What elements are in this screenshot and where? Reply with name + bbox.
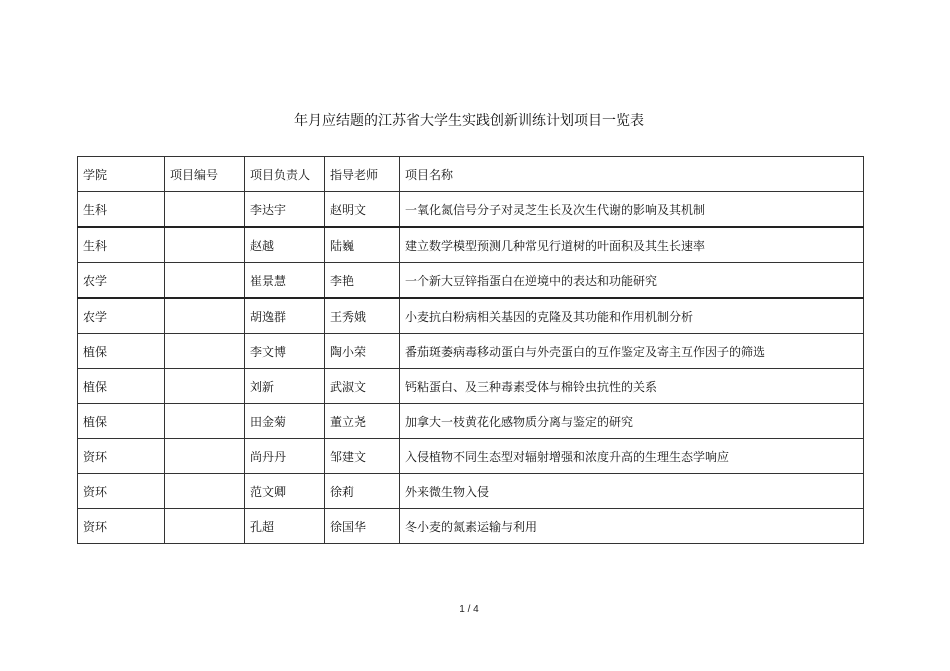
cell-project-id	[165, 298, 245, 334]
table-header-row	[78, 157, 864, 192]
cell-project-id	[165, 263, 245, 299]
table-row	[78, 509, 864, 544]
cell-college: 资环	[78, 439, 165, 474]
cell-project-name: 钙粘蛋白、及三种毒素受体与棉铃虫抗性的关系	[400, 369, 864, 404]
cell-project-id	[165, 509, 245, 544]
cell-college: 农学	[78, 298, 165, 334]
header-leader: 项目负责人	[245, 157, 325, 192]
cell-college: 农学	[78, 263, 165, 299]
cell-project-id	[165, 227, 245, 263]
cell-college: 资环	[78, 474, 165, 509]
header-advisor: 指导老师	[325, 157, 400, 192]
cell-project-name: 一个新大豆锌指蛋白在逆境中的表达和功能研究	[400, 263, 864, 299]
cell-leader: 刘新	[245, 369, 325, 404]
table-row	[78, 227, 864, 263]
cell-college: 植保	[78, 334, 165, 369]
cell-advisor: 王秀娥	[325, 298, 400, 334]
document-title: 年月应结题的江苏省大学生实践创新训练计划项目一览表	[294, 113, 644, 129]
cell-project-name: 小麦抗白粉病相关基因的克隆及其功能和作用机制分析	[400, 298, 864, 334]
cell-leader: 范文卿	[245, 474, 325, 509]
cell-advisor: 李艳	[325, 263, 400, 299]
header-project-name: 项目名称	[400, 157, 864, 192]
table-row	[78, 263, 864, 299]
cell-project-id	[165, 404, 245, 439]
cell-advisor: 陆巍	[325, 227, 400, 263]
table-row	[78, 334, 864, 369]
cell-advisor: 赵明文	[325, 192, 400, 228]
cell-college: 资环	[78, 509, 165, 544]
cell-project-id	[165, 439, 245, 474]
cell-college: 生科	[78, 192, 165, 228]
cell-advisor: 徐国华	[325, 509, 400, 544]
cell-leader: 胡逸群	[245, 298, 325, 334]
cell-college: 生科	[78, 227, 165, 263]
table-row	[78, 369, 864, 404]
cell-project-name: 番茄斑萎病毒移动蛋白与外壳蛋白的互作鉴定及寄主互作因子的筛选	[400, 334, 864, 369]
cell-leader: 孔超	[245, 509, 325, 544]
header-project-id: 项目编号	[165, 157, 245, 192]
cell-project-name: 入侵植物不同生态型对辐射增强和浓度升高的生理生态学响应	[400, 439, 864, 474]
cell-advisor: 陶小荣	[325, 334, 400, 369]
cell-leader: 田金菊	[245, 404, 325, 439]
table-row	[78, 439, 864, 474]
cell-leader: 崔景慧	[245, 263, 325, 299]
cell-project-name: 外来微生物入侵	[400, 474, 864, 509]
cell-advisor: 邹建文	[325, 439, 400, 474]
cell-college: 植保	[78, 404, 165, 439]
cell-project-id	[165, 334, 245, 369]
cell-leader: 李达宇	[245, 192, 325, 228]
table-row	[78, 298, 864, 334]
cell-advisor: 徐莉	[325, 474, 400, 509]
cell-leader: 赵越	[245, 227, 325, 263]
header-college: 学院	[78, 157, 165, 192]
cell-project-id	[165, 369, 245, 404]
cell-leader: 尚丹丹	[245, 439, 325, 474]
cell-advisor: 董立尧	[325, 404, 400, 439]
cell-project-id	[165, 474, 245, 509]
cell-project-name: 加拿大一枝黄花化感物质分离与鉴定的研究	[400, 404, 864, 439]
table-row	[78, 474, 864, 509]
table-row	[78, 404, 864, 439]
cell-leader: 李文博	[245, 334, 325, 369]
project-table	[77, 156, 864, 544]
cell-project-id	[165, 192, 245, 228]
page-number: 1 / 4	[459, 604, 479, 615]
cell-project-name: 建立数学模型预测几种常见行道树的叶面积及其生长速率	[400, 227, 864, 263]
cell-project-name: 一氧化氮信号分子对灵芝生长及次生代谢的影响及其机制	[400, 192, 864, 228]
cell-college: 植保	[78, 369, 165, 404]
cell-project-name: 冬小麦的氮素运输与利用	[400, 509, 864, 544]
cell-advisor: 武淑文	[325, 369, 400, 404]
table-row	[78, 192, 864, 228]
